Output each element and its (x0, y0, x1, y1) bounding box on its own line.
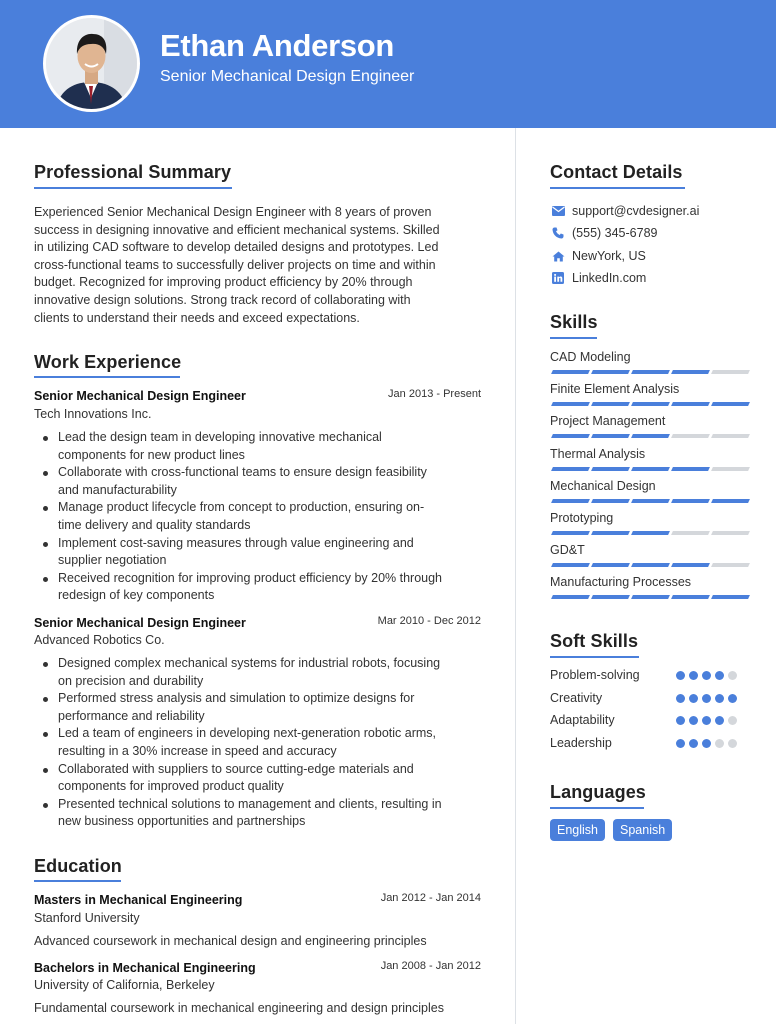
skill-level-segment (591, 595, 630, 599)
skill-level-segment (671, 499, 710, 503)
skill-level-bar (552, 595, 749, 599)
skill-level-bar (552, 563, 749, 567)
envelope-icon (550, 203, 566, 219)
summary-line: success in designing innovative and efficient mechanical systems. Skilled (34, 222, 440, 237)
list-item: Implement cost-saving measures through value engineering and supplier negotiation (34, 535, 494, 570)
rating-dot (702, 694, 711, 703)
skill-level-segment (591, 467, 630, 471)
skill-level-segment (551, 434, 590, 438)
skill-level-segment (671, 370, 710, 374)
skill-level-segment (671, 531, 710, 535)
list-item: Received recognition for improving product efficiency by 20% through redesign of key components (34, 570, 494, 605)
degree-title: Bachelors in Mechanical Engineering (34, 961, 256, 975)
job-date: Jan 2013 - Present (388, 388, 481, 400)
summary-line: innovative design solutions. Strong track record of collaborating with (34, 292, 411, 307)
soft-skills-heading: Soft Skills (550, 631, 639, 651)
soft-skill-rating (676, 739, 737, 748)
soft-skill-name: Adaptability (550, 713, 615, 728)
rating-dot (728, 694, 737, 703)
skill-level-bar (552, 370, 749, 374)
skill-level-segment (591, 499, 630, 503)
work-heading-underline (34, 376, 180, 378)
rating-dot (676, 739, 685, 748)
summary-line: clients to understand their needs and exceed expectations. (34, 310, 360, 325)
list-item: Performed stress analysis and simulation to optimize designs for performance and reliability (34, 690, 494, 725)
skill-level-segment (711, 563, 750, 567)
language-badge: English (550, 819, 605, 841)
skill-level-segment (591, 402, 630, 406)
skill-name: Finite Element Analysis (550, 382, 680, 397)
skill-name: CAD Modeling (550, 350, 631, 364)
list-item: Lead the design team in developing innovative mechanical components for new product lines (34, 429, 494, 464)
skill-level-segment (591, 563, 630, 567)
rating-dot (689, 739, 698, 748)
contact-heading-underline (550, 187, 685, 189)
phone-icon (550, 225, 566, 241)
contact-phone-text: (555) 345-6789 (572, 226, 658, 240)
education-heading: Education (34, 856, 122, 876)
rating-dot (689, 694, 698, 703)
skill-level-segment (591, 370, 630, 374)
skill-level-segment (631, 402, 670, 406)
rating-dot (676, 671, 685, 680)
skill-level-segment (631, 531, 670, 535)
skill-level-segment (711, 402, 750, 406)
avatar (43, 15, 140, 112)
contact-linkedin-text: LinkedIn.com (572, 271, 647, 285)
degree-date: Jan 2012 - Jan 2014 (380, 892, 481, 904)
skill-name: Prototyping (550, 511, 614, 525)
skill-level-segment (551, 499, 590, 503)
skill-level-bar (552, 467, 749, 471)
summary-line: cross-functional teams to successfully deliver projects on time and within (34, 257, 436, 272)
skill-name: Manufacturing Processes (550, 575, 692, 590)
school-name: Stanford University (34, 911, 140, 925)
skill-level-segment (631, 595, 670, 599)
degree-title: Masters in Mechanical Engineering (34, 893, 243, 907)
candidate-name: Ethan Anderson (160, 28, 395, 63)
skill-level-segment (631, 467, 670, 471)
rating-dot (676, 694, 685, 703)
skill-name: Mechanical Design (550, 478, 656, 493)
job-bullet-list (34, 429, 494, 605)
skill-level-bar (552, 434, 749, 438)
skill-name: Project Management (550, 414, 666, 429)
job-bullet-list (34, 655, 494, 831)
skill-level-segment (551, 467, 590, 471)
job-title: Senior Mechanical Design Engineer (34, 389, 246, 403)
skill-level-segment (711, 434, 750, 438)
contact-location (550, 248, 646, 264)
header-banner (0, 0, 776, 128)
job-company: Tech Innovations Inc. (34, 407, 152, 421)
language-badge: Spanish (613, 819, 672, 841)
skill-level-segment (551, 563, 590, 567)
skill-level-segment (671, 467, 710, 471)
skill-level-segment (551, 370, 590, 374)
list-item: Collaborate with cross-functional teams to ensure design feasibility and manufacturability (34, 464, 494, 499)
soft-skill-rating (676, 694, 737, 703)
summary-heading: Professional Summary (34, 162, 232, 182)
skill-level-segment (711, 595, 750, 599)
summary-line: budget. Recognized for improving product efficiency by 20% through (34, 275, 413, 290)
rating-dot (715, 671, 724, 680)
rating-dot (702, 671, 711, 680)
skill-level-segment (631, 499, 670, 503)
skill-level-segment (631, 563, 670, 567)
rating-dot (728, 716, 737, 725)
contact-heading: Contact Details (550, 162, 683, 182)
skill-level-segment (631, 370, 670, 374)
skill-level-bar (552, 499, 749, 503)
skill-level-bar (552, 531, 749, 535)
rating-dot (676, 716, 685, 725)
job-date: Mar 2010 - Dec 2012 (377, 615, 481, 627)
soft-skill-rating (676, 716, 737, 725)
languages-heading-underline (550, 807, 644, 809)
degree-date: Jan 2008 - Jan 2012 (380, 960, 481, 972)
rating-dot (728, 739, 737, 748)
skill-level-segment (551, 531, 590, 535)
education-heading-underline (34, 880, 121, 882)
linkedin-icon (550, 270, 566, 286)
skill-level-segment (711, 370, 750, 374)
languages-heading: Languages (550, 782, 646, 802)
home-icon (550, 248, 566, 264)
list-item: Presented technical solutions to management and clients, resulting in new business opportunities and partnerships (34, 796, 494, 831)
summary-paragraph (34, 204, 494, 327)
contact-phone[interactable] (550, 225, 657, 241)
summary-line: Experienced Senior Mechanical Design Engineer with 8 years of proven (34, 205, 432, 219)
rating-dot (689, 716, 698, 725)
soft-skill-name: Problem-solving (550, 668, 640, 682)
summary-heading-underline (34, 187, 232, 189)
rating-dot (702, 716, 711, 725)
soft-skills-heading-underline (550, 656, 639, 658)
school-name: University of California, Berkeley (34, 978, 215, 992)
skill-level-segment (671, 434, 710, 438)
skill-level-segment (711, 531, 750, 535)
list-item: Designed complex mechanical systems for industrial robots, focusing on precision and durability (34, 655, 494, 690)
rating-dot (689, 671, 698, 680)
rating-dot (728, 671, 737, 680)
skill-level-segment (671, 595, 710, 599)
rating-dot (715, 739, 724, 748)
job-title: Senior Mechanical Design Engineer (34, 616, 246, 630)
skill-level-segment (711, 499, 750, 503)
skill-name: Thermal Analysis (550, 446, 646, 461)
skill-level-segment (551, 595, 590, 599)
skill-level-segment (671, 563, 710, 567)
rating-dot (715, 694, 724, 703)
rating-dot (715, 716, 724, 725)
skill-level-segment (671, 402, 710, 406)
degree-note: Fundamental coursework in mechanical engineering and design principles (34, 1001, 444, 1015)
contact-email[interactable] (550, 203, 699, 219)
skills-heading: Skills (550, 312, 598, 332)
person-portrait-icon (46, 18, 137, 109)
soft-skill-name: Leadership (550, 736, 612, 751)
skills-heading-underline (550, 337, 597, 339)
soft-skill-rating (676, 671, 737, 680)
contact-location-text: NewYork, US (572, 249, 646, 263)
skill-name: GD&T (550, 543, 585, 558)
skill-level-bar (552, 402, 749, 406)
contact-linkedin[interactable] (550, 270, 646, 286)
skill-level-segment (551, 402, 590, 406)
work-heading: Work Experience (34, 352, 182, 372)
column-divider (515, 128, 516, 1024)
skill-level-segment (591, 531, 630, 535)
rating-dot (702, 739, 711, 748)
profile-photo (46, 18, 137, 109)
skill-level-segment (631, 434, 670, 438)
list-item: Collaborated with suppliers to source cutting-edge materials and components for improved product quality (34, 761, 494, 796)
degree-note: Advanced coursework in mechanical design and engineering principles (34, 934, 427, 948)
list-item: Led a team of engineers in developing next-generation robotic arms, resulting in a 30% increase in speed and accuracy (34, 725, 494, 760)
list-item: Manage product lifecycle from concept to production, ensuring on- time delivery and quality standards (34, 499, 494, 534)
soft-skill-name: Creativity (550, 690, 603, 705)
skill-level-segment (711, 467, 750, 471)
skill-level-segment (591, 434, 630, 438)
summary-line: in utilizing CAD software to develop detailed designs and prototypes. Led (34, 240, 439, 255)
job-company: Advanced Robotics Co. (34, 633, 165, 647)
contact-email-text: support@cvdesigner.ai (572, 204, 700, 218)
candidate-title: Senior Mechanical Design Engineer (160, 68, 415, 85)
